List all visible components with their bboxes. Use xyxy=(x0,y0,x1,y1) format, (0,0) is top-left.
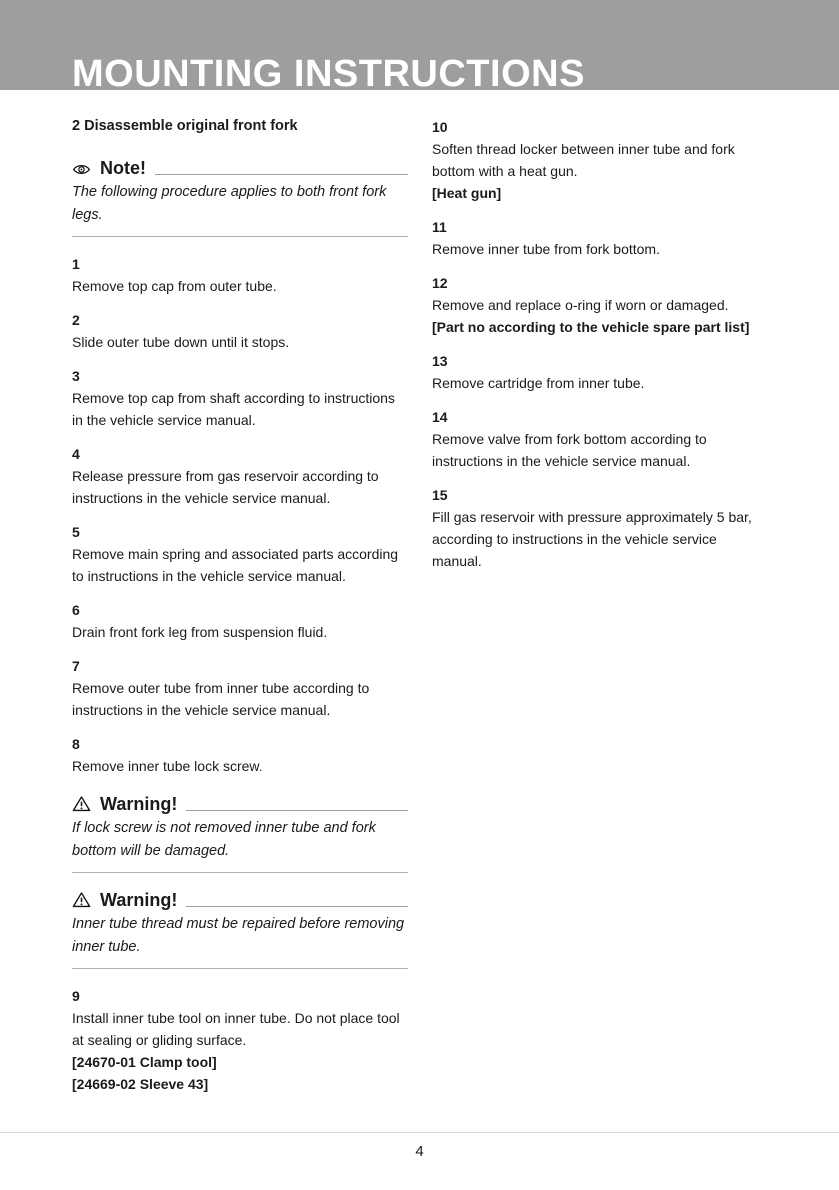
warning-body: Inner tube thread must be repaired before removing inner tube. xyxy=(72,911,408,969)
page-title: MOUNTING INSTRUCTIONS xyxy=(72,52,585,95)
heading-rule xyxy=(155,174,408,175)
step-text: Release pressure from gas reservoir according to instructions in the vehicle service manual. xyxy=(72,468,379,506)
step-number: 3 xyxy=(72,368,80,384)
step-14 xyxy=(432,406,768,472)
step-number: 10 xyxy=(432,119,448,135)
red-period: . xyxy=(258,758,263,774)
step-7 xyxy=(72,655,408,721)
step-number: 1 xyxy=(72,256,80,272)
step-text: Remove and replace o-ring if worn or damaged. xyxy=(432,297,729,313)
tool-reference: [Part no according to the vehicle spare part list] xyxy=(432,319,750,335)
step-text: Remove main spring and associated parts according to instructions in the vehicle service manual. xyxy=(72,546,399,584)
step-15 xyxy=(432,484,768,572)
footer-divider xyxy=(0,1132,839,1133)
step-number: 15 xyxy=(432,487,448,503)
warning-callout-1 xyxy=(72,793,408,873)
tool-reference: [24669-02 Sleeve 43] xyxy=(72,1076,209,1092)
step-4 xyxy=(72,443,408,509)
step-number: 12 xyxy=(432,275,448,291)
eye-icon xyxy=(72,163,91,179)
left-column xyxy=(72,116,408,1107)
warning-icon xyxy=(72,891,91,911)
step-text: Remove inner tube from fork bottom. xyxy=(432,241,660,257)
step-text: Remove cartridge from inner tube. xyxy=(432,375,645,391)
step-number: 9 xyxy=(72,988,80,1004)
step-8 xyxy=(72,733,408,777)
header-band xyxy=(0,0,839,95)
warning-label: Warning! xyxy=(100,794,178,814)
note-heading xyxy=(72,157,408,179)
step-text xyxy=(72,755,408,777)
step-number: 14 xyxy=(432,409,448,425)
right-column xyxy=(432,116,768,1107)
warning-heading xyxy=(72,889,408,911)
note-label: Note! xyxy=(100,158,146,178)
step-text: Fill gas reservoir with pressure approximately 5 bar, according to instructions in the vehicle service manual. xyxy=(432,509,752,569)
warning-heading xyxy=(72,793,408,815)
step-3 xyxy=(72,365,408,431)
warning-icon xyxy=(72,795,91,815)
step-number: 7 xyxy=(72,658,80,674)
step-2 xyxy=(72,309,408,353)
step-text: Remove top cap from shaft according to instructions in the vehicle service manual. xyxy=(72,390,395,428)
step-text: Install inner tube tool on inner tube. Do not place tool at sealing or gliding surface. xyxy=(72,1010,400,1048)
step-11 xyxy=(432,216,768,260)
tool-reference: [24670-01 Clamp tool] xyxy=(72,1054,217,1070)
step-9 xyxy=(72,985,408,1095)
content-area xyxy=(0,90,839,1107)
step-number: 2 xyxy=(72,312,80,328)
heading-rule xyxy=(186,810,408,811)
note-body: The following procedure applies to both front fork legs. xyxy=(72,179,408,237)
page-number: 4 xyxy=(415,1143,424,1160)
step-number: 13 xyxy=(432,353,448,369)
warning-label: Warning! xyxy=(100,890,178,910)
step-number: 11 xyxy=(432,219,447,235)
step-12 xyxy=(432,272,768,338)
step-13 xyxy=(432,350,768,394)
heading-rule xyxy=(186,906,408,907)
step-number: 5 xyxy=(72,524,80,540)
step-text: Remove valve from fork bottom according to instructions in the vehicle service manual. xyxy=(432,431,707,469)
step-number: 6 xyxy=(72,602,80,618)
step-6 xyxy=(72,599,408,643)
step-text: Slide outer tube down until it stops. xyxy=(72,334,290,350)
step-text: Drain front fork leg from suspension fluid. xyxy=(72,624,328,640)
warning-callout-2 xyxy=(72,889,408,969)
step-text: Remove outer tube from inner tube according to instructions in the vehicle service manual. xyxy=(72,680,370,718)
note-callout xyxy=(72,157,408,237)
warning-body: If lock screw is not removed inner tube and fork bottom will be damaged. xyxy=(72,815,408,873)
step-text-main: Remove inner tube lock screw xyxy=(72,758,259,774)
step-text: Soften thread locker between inner tube and fork bottom with a heat gun. xyxy=(432,141,735,179)
step-number: 8 xyxy=(72,736,80,752)
step-5 xyxy=(72,521,408,587)
step-10 xyxy=(432,116,768,204)
step-number: 4 xyxy=(72,446,80,462)
step-text: Remove top cap from outer tube. xyxy=(72,278,277,294)
tool-reference: [Heat gun] xyxy=(432,185,502,201)
section-heading: 2 Disassemble original front fork xyxy=(72,118,298,134)
step-1 xyxy=(72,253,408,297)
